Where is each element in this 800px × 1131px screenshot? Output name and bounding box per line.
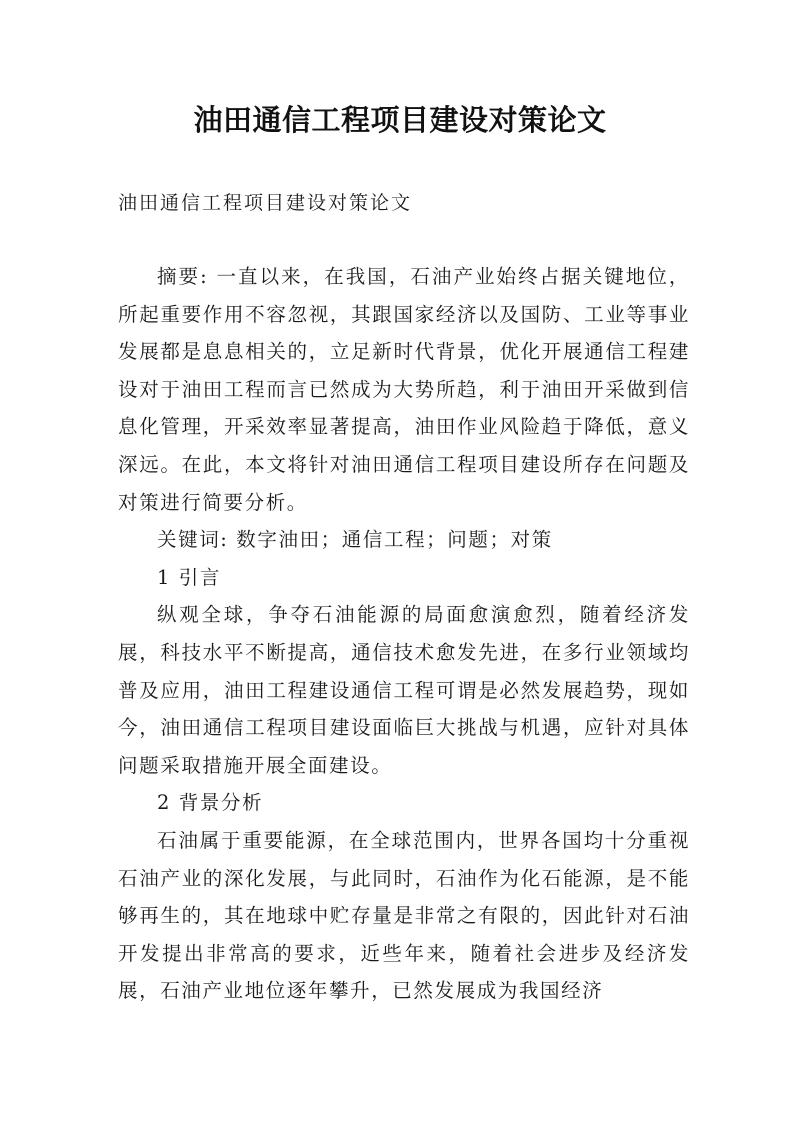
document-subtitle: 油田通信工程项目建设对策论文 [118, 192, 413, 214]
introduction-paragraph: 纵观全球，争夺石油能源的局面愈演愈烈，随着经济发展，科技水平不断提高，通信技术愈发先进，在多行业领域均普及应用，油田工程建设通信工程可谓是必然发展趋势，现如今，油田通信工程项目建设面临巨大挑战与机遇，应针对具体问题采取措施开展全面建设。 [118, 603, 690, 777]
document-title: 油田通信工程项目建设对策论文 [193, 103, 607, 137]
section-heading-background: 2 背景分析 [157, 791, 264, 815]
document-body [118, 258, 690, 1010]
keywords-line: 关键词: 数字油田；通信工程；问题；对策 [157, 528, 553, 552]
background-paragraph: 石油属于重要能源，在全球范围内，世界各国均十分重视石油产业的深化发展，与此同时，石油作为化石能源，是不能够再生的，其在地球中贮存量是非常之有限的，因此针对石油开发提出非常高的要求，近些年来，随着社会进步及经济发展，石油产业地位逐年攀升，已然发展成为我国经济 [118, 828, 690, 1003]
abstract-paragraph: 摘要: 一直以来，在我国，石油产业始终占据关键地位，所起重要作用不容忽视，其跟国家经济以及国防、工业等事业发展都是息息相关的，立足新时代背景，优化开展通信工程建设对于油田工程而言已然成为大势所趋，利于油田开采做到信息化管理，开采效率显著提高，油田作业风险趋于降低，意义深远。在此，本文将针对油田通信工程项目建设所存在问题及对策进行简要分析。 [118, 265, 690, 514]
section-heading-introduction: 1 引言 [157, 565, 222, 589]
